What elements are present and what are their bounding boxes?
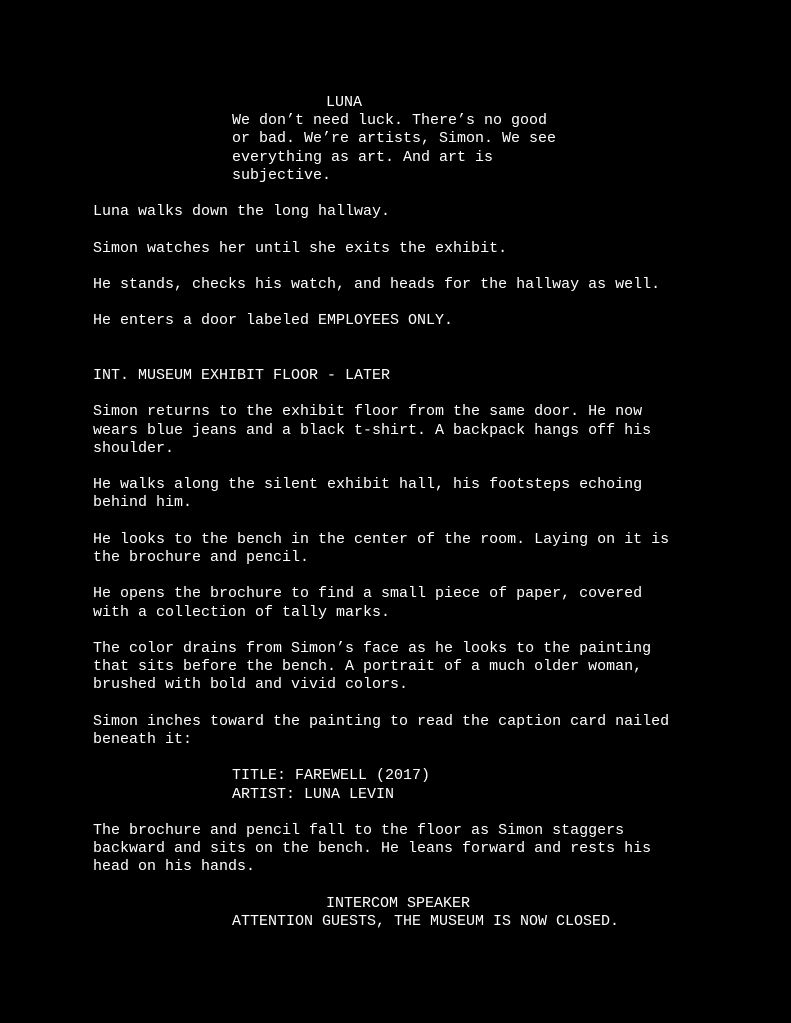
character-name-intercom: INTERCOM SPEAKER [326, 894, 471, 912]
action-line: The color drains from Simon’s face as he looks to the painting that sits before the bench. A portrait of a much older woman, brushed with bold and vivid colors. [93, 639, 652, 694]
spacer [93, 622, 733, 640]
spacer [93, 458, 733, 476]
action-line: He looks to the bench in the center of the room. Laying on it is the brochure and pencil. [93, 530, 670, 566]
action-line: He stands, checks his watch, and heads for the hallway as well. [93, 275, 661, 293]
screenplay-body [93, 94, 733, 931]
caption-card-title: TITLE: FAREWELL (2017) [232, 767, 431, 785]
action-line: Luna walks down the long hallway. [93, 203, 391, 221]
action-line: The brochure and pencil fall to the floor as Simon staggers backward and sits on the bench. He leans forward and rests his head on his hands. [93, 821, 652, 876]
spacer [93, 749, 733, 767]
action-line: Simon inches toward the painting to read the caption card nailed beneath it: [93, 712, 670, 748]
dialogue-luna: We don’t need luck. There’s no good or bad. We’re artists, Simon. We see everything as art. And art is subjective. [232, 112, 557, 184]
spacer [93, 331, 733, 367]
spacer [93, 513, 733, 531]
character-name-luna: LUNA [326, 94, 363, 111]
spacer [93, 804, 733, 822]
caption-card-artist: ARTIST: LUNA LEVIN [232, 785, 395, 803]
action-line: He walks along the silent exhibit hall, his footsteps echoing behind him. [93, 476, 643, 512]
spacer [93, 258, 733, 276]
spacer [93, 695, 733, 713]
spacer [93, 185, 733, 203]
spacer [93, 294, 733, 312]
spacer [93, 567, 733, 585]
dialogue-intercom: ATTENTION GUESTS, THE MUSEUM IS NOW CLOSED. [232, 912, 620, 930]
spacer [93, 221, 733, 239]
scene-heading: INT. MUSEUM EXHIBIT FLOOR - LATER [93, 366, 391, 384]
spacer [93, 877, 733, 895]
action-line: Simon watches her until she exits the exhibit. [93, 239, 508, 257]
spacer [93, 385, 733, 403]
action-line: Simon returns to the exhibit floor from the same door. He now wears blue jeans and a black t-shirt. A backpack hangs off his shoulder. [93, 403, 652, 457]
action-line: He opens the brochure to find a small piece of paper, covered with a collection of tally marks. [93, 585, 643, 621]
action-line: He enters a door labeled EMPLOYEES ONLY. [93, 312, 454, 330]
